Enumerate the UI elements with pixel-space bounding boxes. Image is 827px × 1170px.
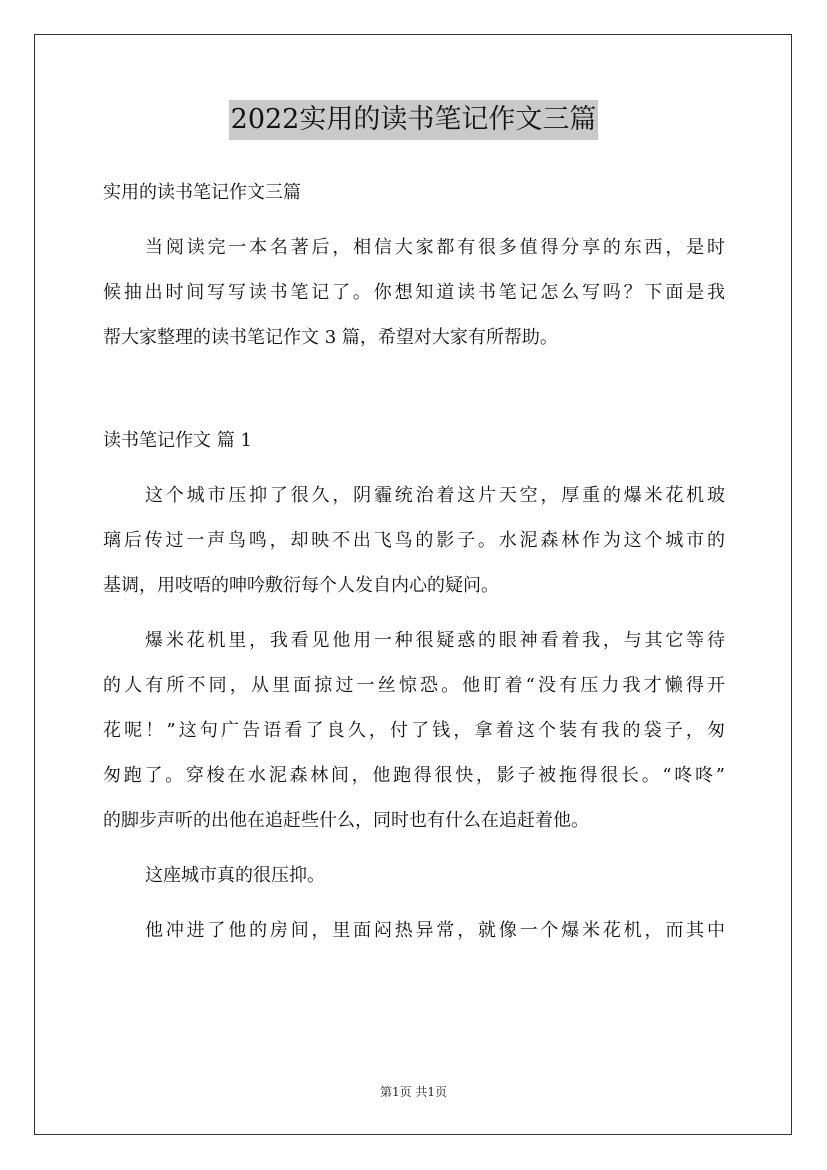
body-paragraph: [103, 853, 725, 898]
body-paragraph: [103, 618, 725, 843]
text-line: 当阅读完一本名著后，相信大家都有很多值得分享的东西，是时: [145, 237, 725, 258]
page-number-footer: 第1页 共1页: [379, 1085, 448, 1099]
document-title: 2022实用的读书笔记作文三篇: [229, 100, 599, 140]
title-area: [0, 100, 827, 140]
text-line: 的脚步声听的出他在追赶些什么，同时也有什么在追赶着他。: [103, 810, 589, 831]
text-line: 基调，用吱唔的呻吟敷衍每个人发自内心的疑问。: [103, 575, 499, 596]
text-line: 匆跑了。穿梭在水泥森林间，他跑得很快，影子被拖得很长。“咚咚”: [103, 765, 725, 786]
text-line: 他冲进了他的房间，里面闷热异常，就像一个爆米花机，而其中: [145, 920, 725, 941]
text-line: 爆米花机里，我看见他用一种很疑惑的眼神看着我，与其它等待: [145, 630, 725, 651]
text-line: 璃后传过一声鸟鸣，却映不出飞鸟的影子。水泥森林作为这个城市的: [103, 530, 725, 551]
intro-paragraph: [103, 225, 725, 360]
text-line: 这个城市压抑了很久，阴霾统治着这片天空，厚重的爆米花机玻: [145, 485, 725, 506]
text-line: 这座城市真的很压抑。: [145, 865, 325, 886]
text-line: 花呢！”这句广告语看了良久，付了钱，拿着这个装有我的袋子，匆: [103, 720, 725, 741]
section-heading: 读书笔记作文 篇 1: [103, 430, 252, 451]
document-body: [103, 170, 725, 953]
text-line: 帮大家整理的读书笔记作文 3 篇，希望对大家有所帮助。: [103, 327, 558, 348]
body-paragraph: [103, 908, 725, 953]
text-line: 的人有所不同，从里面掠过一丝惊恐。他盯着“没有压力我才懒得开: [103, 675, 725, 696]
body-paragraph: [103, 473, 725, 608]
document-subtitle: 实用的读书笔记作文三篇: [103, 182, 301, 203]
text-line: 候抽出时间写写读书笔记了。你想知道读书笔记怎么写吗？下面是我: [103, 282, 725, 303]
